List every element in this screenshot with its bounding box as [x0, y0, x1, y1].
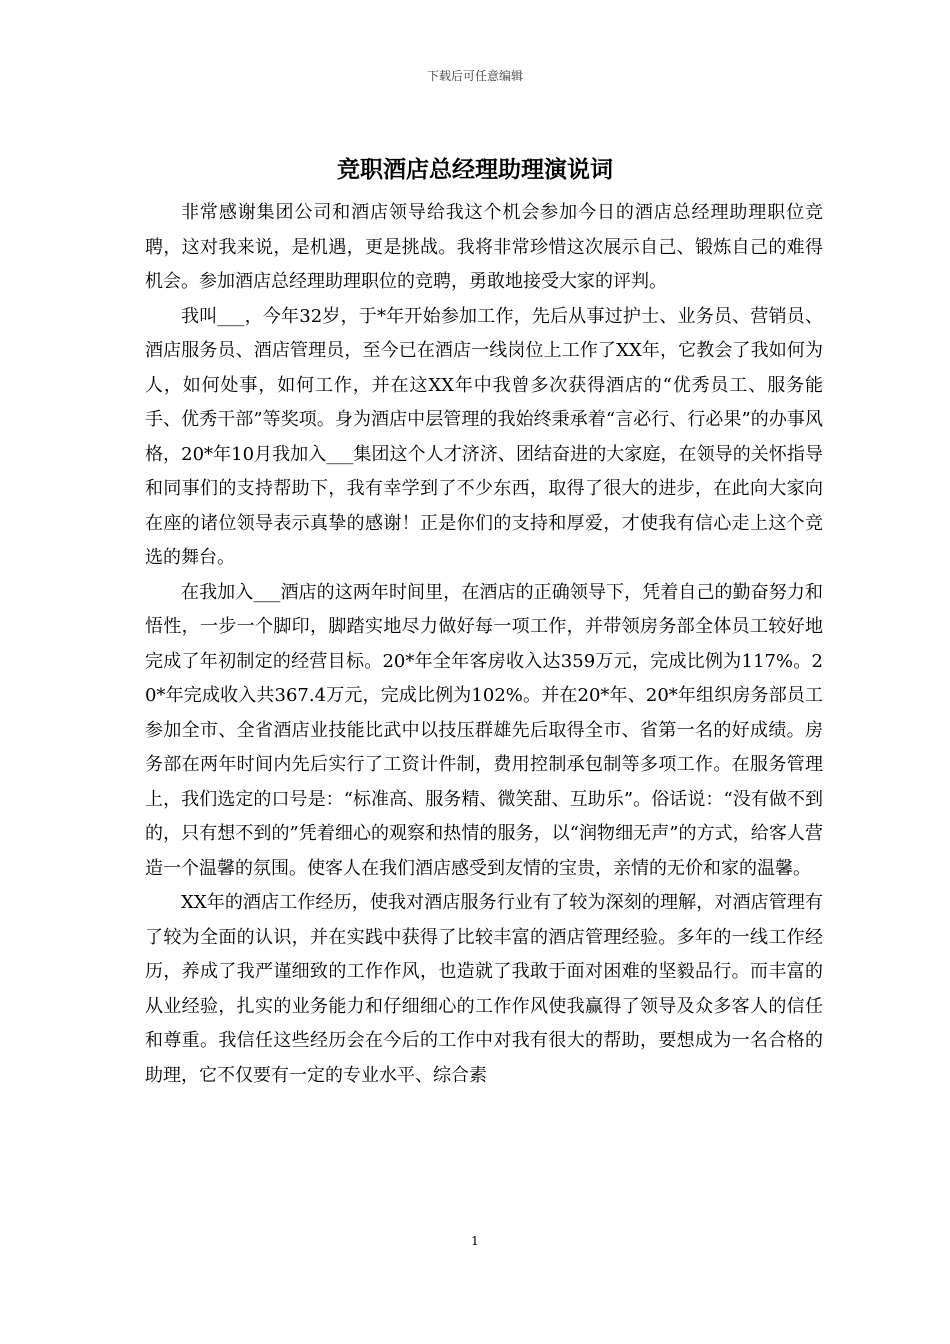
page-number: 1: [471, 1234, 479, 1248]
document-title: 竞职酒店总经理助理演说词: [337, 156, 613, 183]
document-body: [145, 196, 823, 1093]
header-note: 下载后可任意编辑: [426, 69, 523, 83]
paragraph-3: 在我加入___酒店的这两年时间里，在酒店的正确领导下，凭着自己的勤奋努力和悟性，一步一个脚印，脚踏实地尽力做好每一项工作，并带领房务部全体员工较好地完成了年初制定的经营目标。20*年全年客房收入达359万元，完成比例为117%。20*年完成收入共367.4万元，完成比例为102%。并在20*年、20*年组织房务部员工参加全市、全省酒店业技能比武中以技压群雄先后取得全市、省第一名的好成绩。房务部在两年时间内先后实行了工资计件制，费用控制承包制等多项工作。在服务管理上，我们选定的口号是：“标准高、服务精、微笑甜、互助乐”。俗话说：“没有做不到的，只有想不到的”凭着细心的观察和热情的服务，以“润物细无声”的方式，给客人营造一个温馨的氛围。使客人在我们酒店感受到友情的宝贵，亲情的无价和家的温馨。: [145, 581, 823, 879]
paragraph-2: 我叫___，今年32岁，于*年开始参加工作，先后从事过护士、业务员、营销员、酒店服务员、酒店管理员，至今已在酒店一线岗位上工作了XX年，它教会了我如何为人，如何处事，如何工作，并在这XX年中我曾多次获得酒店的“优秀员工、服务能手、优秀干部”等奖项。身为酒店中层管理的我始终秉承着“言必行、行必果”的办事风格，20*年10月我加入___集团这个人才济济、团结奋进的大家庭，在领导的关怀指导和同事们的支持帮助下，我有幸学到了不少东西，取得了很大的进步，在此向大家向在座的诸位领导表示真挚的感谢！正是你们的支持和厚爱，才使我有信心走上这个竞选的舞台。: [145, 305, 823, 568]
paragraph-4: XX年的酒店工作经历，使我对酒店服务行业有了较为深刻的理解，对酒店管理有了较为全面的认识，并在实践中获得了比较丰富的酒店管理经验。多年的一线工作经历，养成了我严谨细致的工作作风，也造就了我敢于面对困难的坚毅品行。而丰富的从业经验，扎实的业务能力和仔细细心的工作作风使我赢得了领导及众多客人的信任和尊重。我信任这些经历会在今后的工作中对我有很大的帮助，要想成为一名合格的助理，它不仅要有一定的专业水平、综合素: [145, 892, 823, 1086]
paragraph-1: 非常感谢集团公司和酒店领导给我这个机会参加今日的酒店总经理助理职位竞聘，这对我来说，是机遇，更是挑战。我将非常珍惜这次展示自己、锻炼自己的难得机会。参加酒店总经理助理职位的竞聘，勇敢地接受大家的评判。: [145, 202, 823, 292]
